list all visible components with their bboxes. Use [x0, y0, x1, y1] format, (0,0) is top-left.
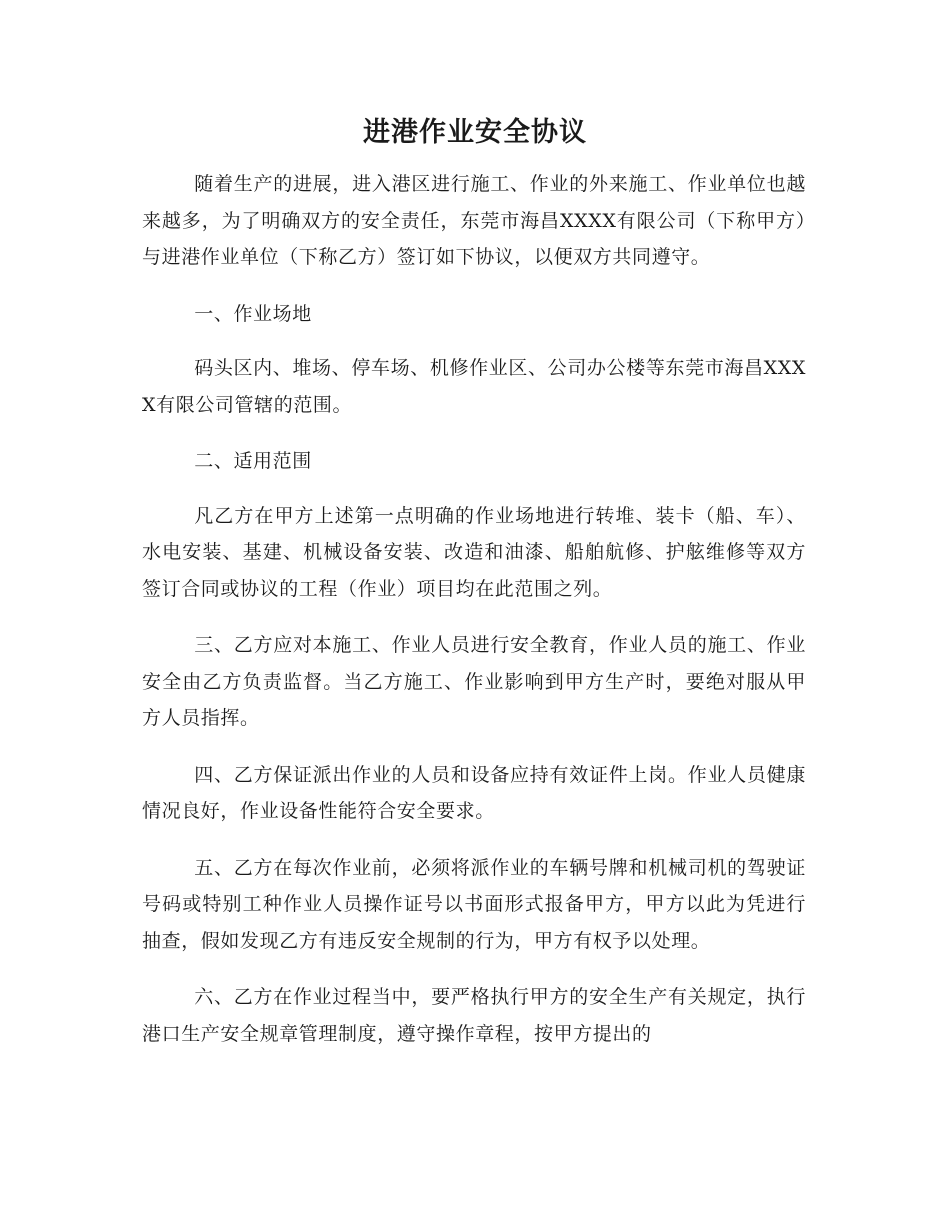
intro-paragraph: 随着生产的进展，进入港区进行施工、作业的外来施工、作业单位也越来越多，为了明确双方的安全责任，东莞市海昌XXXX有限公司（下称甲方）与进港作业单位（下称乙方）签订如下协议，以便双方共同遵守。	[142, 173, 806, 268]
clause-6-paragraph: 六、乙方在作业过程当中，要严格执行甲方的安全生产有关规定，执行港口生产安全规章管理制度，遵守操作章程，按甲方提出的	[142, 986, 806, 1045]
section-heading-scope: 二、适用范围	[194, 450, 312, 472]
clause-5-paragraph: 五、乙方在每次作业前，必须将派作业的车辆号牌和机械司机的驾驶证号码或特别工种作业人员操作证号以书面形式报备甲方，甲方以此为凭进行抽查，假如发现乙方有违反安全规制的行为，甲方有权予以处理。	[142, 856, 806, 952]
document-body	[142, 166, 806, 1072]
scope-paragraph: 凡乙方在甲方上述第一点明确的作业场地进行转堆、装卡（船、车）、水电安装、基建、机械设备安装、改造和油漆、船舶航修、护舷维修等双方签订合同或协议的工程（作业）项目均在此范围之列。	[142, 504, 806, 600]
clause-4-paragraph: 四、乙方保证派出作业的人员和设备应持有效证件上岗。作业人员健康情况良好，作业设备性能符合安全要求。	[142, 763, 806, 822]
work-site-paragraph: 码头区内、堆场、停车场、机修作业区、公司办公楼等东莞市海昌XXXX有限公司管辖的范围。	[142, 357, 806, 416]
document-title: 进港作业安全协议	[363, 117, 587, 148]
section-heading-work-site: 一、作业场地	[194, 302, 312, 325]
clause-3-paragraph: 三、乙方应对本施工、作业人员进行安全教育，作业人员的施工、作业安全由乙方负责监督。当乙方施工、作业影响到甲方生产时，要绝对服从甲方人员指挥。	[142, 634, 806, 729]
